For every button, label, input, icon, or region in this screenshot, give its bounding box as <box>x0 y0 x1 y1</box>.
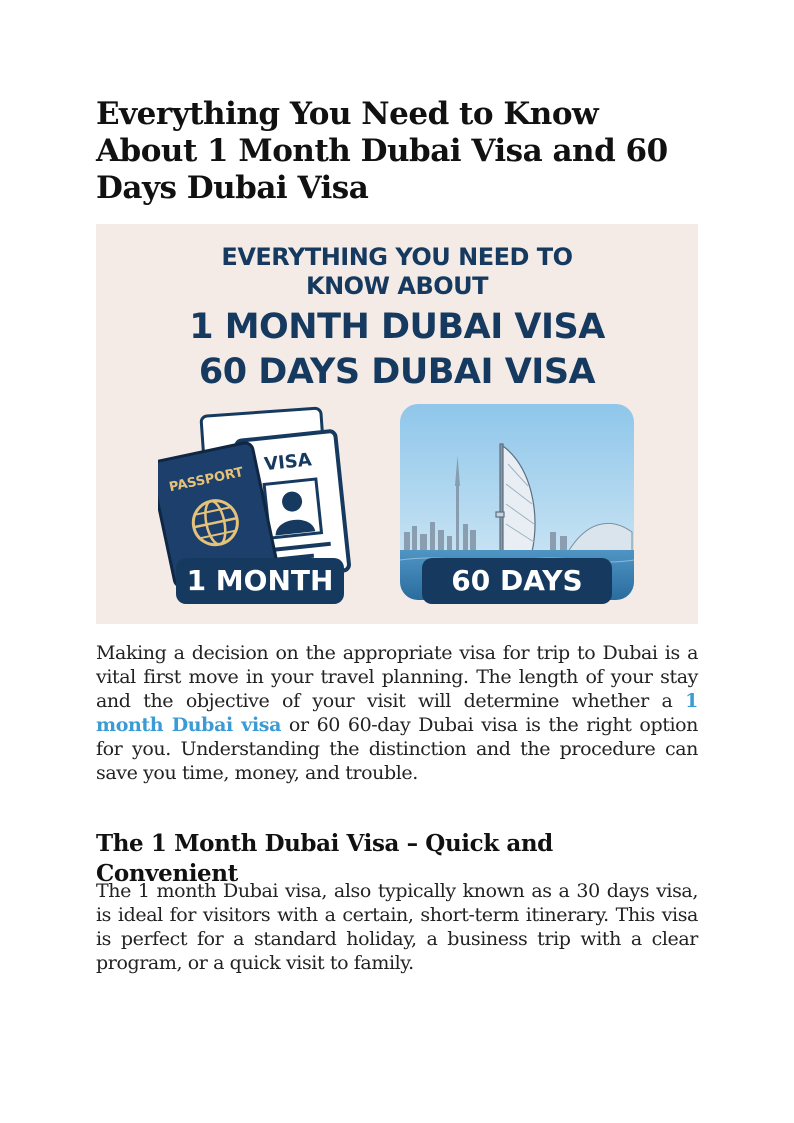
passport-label: PASSPORT <box>167 464 245 496</box>
hero-heading-line-4: 60 DAYS DUBAI VISA <box>198 352 596 392</box>
article-title: Everything You Need to Know About 1 Month Dubai Visa and 60 Days Dubai Visa <box>96 96 668 206</box>
intro-text-before-link: Making a decision on the appropriate visa for trip to Dubai is a vital first move in your travel planning. The length of your stay and the objective of your visit will determine whether a <box>96 642 698 712</box>
visa-label: VISA <box>263 449 313 476</box>
badge-60-days: 60 DAYS <box>422 558 612 604</box>
intro-text-after-link: or 60 60-day Dubai visa is the right option for you. Understanding the distinction and the procedure can save you time, money, and trouble. <box>96 714 698 784</box>
hero-heading-line-3: 1 MONTH DUBAI VISA <box>189 307 605 347</box>
section-heading: The 1 Month Dubai Visa – Quick and Convenient <box>96 830 553 887</box>
hero-heading-line-1: EVERYTHING YOU NEED TO <box>221 243 573 271</box>
intro-paragraph <box>96 641 698 785</box>
section-paragraph: The 1 month Dubai visa, also typically known as a 30 days visa, is ideal for visitors with a certain, short-term itinerary. This visa is perfect for a standard holiday, a business trip with a clear program, or a quick visit to family. <box>96 880 698 974</box>
badge-1-month: 1 MONTH <box>176 558 344 604</box>
hero-image <box>96 224 698 624</box>
dubai-visa-link[interactable]: 1 month Dubai visa <box>96 690 698 736</box>
hero-heading-line-2: KNOW ABOUT <box>305 272 489 300</box>
